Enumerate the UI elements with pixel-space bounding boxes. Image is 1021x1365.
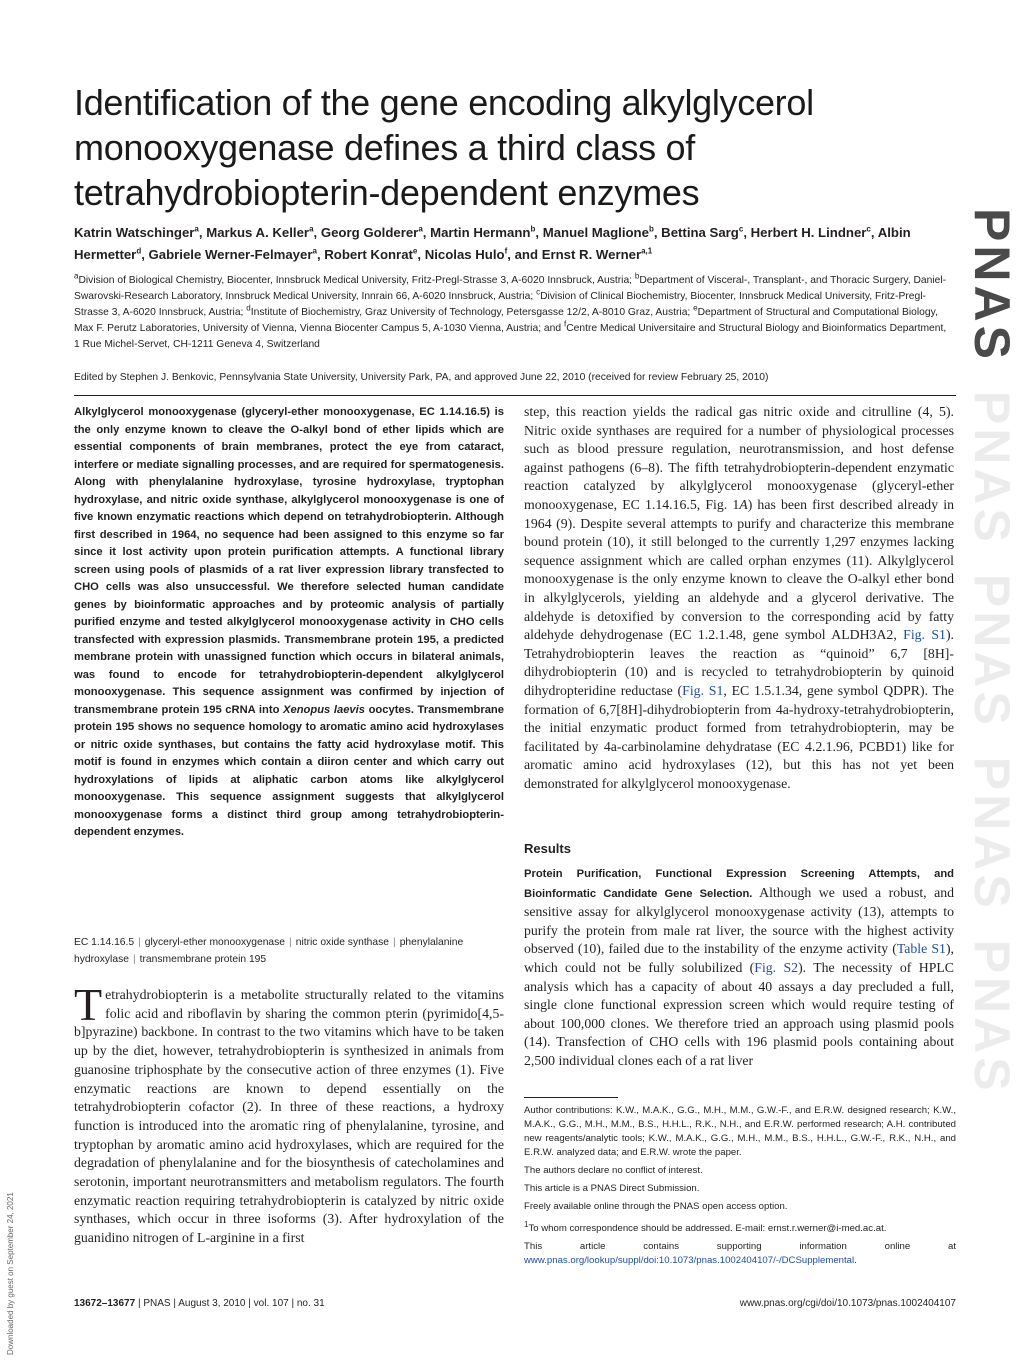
- doi-link[interactable]: www.pnas.org/cgi/doi/10.1073/pnas.1002404107: [739, 1298, 956, 1309]
- abstract-text: Alkylglycerol monooxygenase (glyceryl-ether monooxygenase, EC 1.14.16.5) is the only enzyme known to cleave the O-alkyl bond of ether lipids which are essential components of brain membranes, protect the eye from cataract, interfere or mediate signalling processes, and are required for spermatogenesis. Along with phenylalanine hydroxylase, tyrosine hydroxylase, tryptophan hydroxylase, and nitric oxide synthase, alkylglycerol monooxygenase is one of five known enzymatic reactions which depend on tetrahydrobiopterin. Although first described in 1964, no sequence had been assigned to this enzyme so far since it lost activity upon protein purification attempts. A functional library screen using pools of plasmids of a rat liver expression library transfected to CHO cells was also unsuccessful. We therefore selected human candidate genes by bioinformatic approaches and by proteomic analysis of partially purified enzyme and tested alkylglycerol monooxygenase activity in CHO cells transfected with expression plasmids. Transmembrane protein 195, a predicted membrane protein with unassigned function which occurs in bilateral animals, was found to encode for tetrahydrobiopterin-dependent alkylglycerol monooxygenase. This sequence assignment was confirmed by injection of transmembrane protein 195 cRNA into: [74, 406, 504, 716]
- fig-s1-link[interactable]: Fig. S1: [903, 627, 946, 643]
- body-text: , EC 1.5.1.34, gene symbol QDPR). The formation of 6,7[8H]-dihydrobiopterin from 4a-hydroxy-tetrahydrobiopterin, the initial enzymatic product formed from tetrahydrobiopterin, may be facilitated by 4a-carbinolamine dehydratase (EC 4.2.1.96, PCBD1) like for aromatic amino acid hydroxylases (12), but this has not yet been demonstrated for alkylglycerol monooxygenase.: [524, 682, 954, 791]
- affiliation-text: Department of Structural and Computational Biology, Max F. Perutz Laboratories, University of Vienna, Vienna Biocenter Campus 5, A-1030 Vienna, Austria; and: [74, 307, 938, 334]
- watermark-text: PNAS: [964, 573, 1020, 729]
- issue-number: no. 31: [296, 1298, 325, 1309]
- fig-s1-link[interactable]: Fig. S1: [682, 682, 724, 698]
- author-list: Katrin Watschinger$^a$, Markus A. Keller$^a$, Georg Golderer$^a$, Martin Hermann$^b$, Manuel Maglione$^b$, Bettina Sarg$^c$, Herbert H. Lindner$^c$, Albin Hermetter$^d$, Gabriele Werner-Felmayer$^a$, Robert Konrat$^e$, Nicolas Hulo$^f$, and Ernst R. Werner$^{a,1}$: [74, 224, 911, 262]
- fig-s2-link[interactable]: Fig. S2: [754, 959, 799, 975]
- author-affiliation-mark: a: [309, 224, 314, 234]
- author-name: Manuel Maglione: [542, 225, 649, 240]
- author-affiliation-mark: c: [866, 224, 871, 234]
- keyword-separator: |: [138, 937, 141, 948]
- figure-panel-ref: A: [739, 496, 748, 512]
- keyword: EC 1.14.16.5: [74, 937, 135, 948]
- body-text: Although we used a robust, and sensitive assay for alkylglycerol monooxygenase activity (13), attempts to purify the protein from male rat liver, the source with the highest activity observed (10), failed due to the instability of the enzyme activity (: [524, 884, 954, 957]
- affiliation-text: Division of Biological Chemistry, Biocenter, Innsbruck Medical University, Fritz-Pregl-Strasse 3, A-6020 Innsbruck, Austria;: [78, 275, 633, 286]
- supplement-link[interactable]: www.pnas.org/lookup/suppl/doi:10.1073/pnas.1002404107/-/DCSupplemental: [524, 1255, 855, 1267]
- footnotes: [524, 1104, 956, 1272]
- keyword: phenylalanine hydroxylase: [74, 937, 464, 965]
- footnote-divider: [524, 1097, 618, 1098]
- watermark-text: PNAS: [964, 390, 1020, 546]
- body-text: ), which could not be fully solubilized (: [524, 941, 954, 975]
- body-text: step, this reaction yields the radical gas nitric oxide and citrulline (4, 5). Nitric oxide synthases are required for a number of physiological processes such as blood pressure regulation, neurotransmission, and host defense against pathogens (6–8). The fifth tetrahydrobiopterin-dependent enzymatic reaction catalyzed by alkylglycerol monooxygenase (glyceryl-ether monooxygenase, EC 1.14.16.5, Fig. 1: [524, 404, 954, 512]
- keyword: nitric oxide synthase: [295, 937, 390, 948]
- open-access-note: Freely available online through the PNAS open access option.: [524, 1201, 788, 1212]
- author-affiliation-mark: d: [136, 246, 142, 256]
- affiliation-key: d: [246, 303, 251, 313]
- affiliation-key: a: [74, 271, 79, 281]
- conflict-statement: The authors declare no conflict of interest.: [524, 1165, 703, 1176]
- correspondence-text: To whom correspondence should be addressed. E-mail: ernst.r.werner@i-med.ac.at.: [528, 1223, 887, 1235]
- watermark-text: PNAS: [964, 756, 1020, 912]
- keyword-separator: |: [289, 937, 292, 948]
- affiliation-text: Institute of Biochemistry, Graz University of Technology, Petersgasse 12/2, A-8010 Graz, Austria;: [250, 307, 691, 318]
- affiliation-list: [74, 273, 954, 353]
- author-name: Bettina Sarg: [661, 225, 739, 240]
- author-name: Martin Hermann: [430, 225, 531, 240]
- footer-sep: |: [291, 1298, 295, 1309]
- author-contributions: Author contributions: K.W., M.A.K., G.G., M.H., M.M., G.W.-F., and E.R.W. designed research; K.W., M.A.K., G.G., M.H., M.M., B.S., H.H.L., R.K., N.H., and E.R.W. performed research; A.H. contributed new reagents/analytic tools; K.W., M.A.K., G.G., M.H., M.M., B.S., H.H.L., G.W.-F., R.K., N.H., and E.R.W. analyzed data; and E.R.W. wrote the paper.: [524, 1105, 956, 1158]
- watermark-text: PNAS: [964, 208, 1020, 363]
- affiliation-key: b: [634, 271, 640, 281]
- author-name: Georg Golderer: [320, 225, 419, 240]
- table-s1-link[interactable]: Table S1: [896, 941, 946, 957]
- issue-date: August 3, 2010: [178, 1298, 246, 1309]
- author-name: Markus A. Keller: [206, 225, 310, 240]
- correspondence-note: [524, 1218, 956, 1236]
- results-heading: Results: [524, 841, 571, 856]
- affiliation-key: c: [536, 287, 541, 297]
- intro-continuation: [524, 403, 954, 793]
- author-affiliation-mark: a: [312, 246, 317, 256]
- body-text: ) has been first described already in 1964 (9). Despite several attempts to purify and characterize this membrane bound protein (10), it still belonged to the currently 1,297 enzymes lacking sequence assignment which are called orphan enzymes (11). Alkylglycerol monooxygenase is the only enzyme known to cleave the O-alkyl ether bond in alkylglycerols, yielding an aldehyde and a glycerol derivative. The aldehyde is detoxified by conversion to the corresponding acid by fatty aldehyde dehydrogenase (EC 1.2.1.48, gene symbol ALDH3A2,: [524, 496, 954, 643]
- download-note: Downloaded by guest on September 24, 2021: [6, 1192, 15, 1355]
- footer-sep: |: [248, 1298, 251, 1309]
- author-name: Katrin Watschinger: [74, 225, 195, 240]
- author-name: Robert Konrat: [324, 247, 413, 262]
- author-name: Albin Hermetter: [74, 225, 911, 262]
- author-name: Gabriele Werner-Felmayer: [148, 247, 313, 262]
- body-text: ). The necessity of HPLC analysis which has a capacity of about 40 assays a day precluded a full, single clone functional expression screen which would require testing of about 100,000 clones. We therefore tried an approach using plasmid pools (14). Transfection of CHO cells with 196 plasmid pools containing about 2,500 individual clones each of a rat liver: [524, 959, 955, 1068]
- article-title: Identification of the gene encoding alkylglycerol monooxygenase defines a third class of tetrahydrobiopterin-dependent enzymes: [74, 82, 814, 213]
- header-divider: [74, 395, 956, 396]
- affiliation-text: Division of Clinical Biochemistry, Biocenter, Innsbruck Medical University, Fritz-Pregl-Strasse 3, A-6020 Innsbruck, Austria;: [74, 291, 926, 318]
- journal-name: PNAS: [143, 1298, 171, 1309]
- author-affiliation-mark: f: [504, 246, 508, 256]
- author-affiliation-mark: a: [194, 224, 199, 234]
- page-footer-citation: [74, 1298, 325, 1309]
- author-affiliation-mark: c: [738, 224, 744, 234]
- affiliation-text: Centre Medical Universitaire and Structural Biology and Bioinformatics Department, 1 Rue Michel-Servet, CH-1211 Geneva 4, Switzerland: [74, 323, 947, 350]
- results-subheading: Protein Purification, Functional Expression Screening Attempts, and Bioinformatic Candidate Gene Selection.: [524, 868, 954, 900]
- affiliation-text: Department of Visceral-, Transplant-, and Thoracic Surgery, Daniel-Swarovski-Research Laboratory, Innsbruck Medical University, Innrain 66, A-6020 Innsbruck, Austria;: [74, 275, 947, 302]
- affiliation-key: e: [693, 303, 698, 313]
- keyword-list: [74, 934, 504, 968]
- submission-note: This article is a PNAS Direct Submission.: [524, 1183, 700, 1194]
- author-affiliation-mark: a,1: [641, 246, 653, 256]
- keyword-separator: |: [393, 937, 396, 948]
- author-name: Herbert H. Lindner: [750, 225, 867, 240]
- intro-paragraph: [74, 979, 504, 1248]
- results-paragraph: [524, 864, 954, 1071]
- abstract: [74, 404, 504, 842]
- supporting-text: This article contains supporting information online at: [524, 1241, 956, 1253]
- keyword-separator: |: [132, 954, 136, 965]
- watermark-text: PNAS: [964, 939, 1020, 1095]
- keyword: glyceryl-ether monooxygenase: [144, 937, 286, 948]
- author-name: Nicolas Hulo: [424, 247, 505, 262]
- body-text: ). Tetrahydrobiopterin leaves the reaction as “quinoid” 6,7 [8H]-dihydrobiopterin (10) and is recycled to tetrahydrobiopterin by quinoid dihydropteridine reductase (: [524, 627, 954, 698]
- supporting-info-note: [524, 1240, 956, 1268]
- author-affiliation-mark: e: [412, 246, 418, 256]
- edited-by-line: Edited by Stephen J. Benkovic, Pennsylvania State University, University Park, PA, and approved June 22, 2010 (received for review February 25, 2010): [74, 372, 769, 383]
- affiliation-key: f: [563, 319, 567, 329]
- author-name: Ernst R. Werner: [541, 247, 642, 262]
- author-affiliation-mark: b: [530, 224, 536, 234]
- footnote-mark: 1: [524, 1220, 529, 1229]
- intro-text: etrahydrobiopterin is a metabolite structurally related to the vitamins folic acid and riboflavin by sharing the common pterin (pyrimido[4,5-b]pyrazine) backbone. In contrast to the two vitamins which have to be taken up by the diet, however, tetrahydrobiopterin is synthesized in animals from guanosine triphosphate by the consecutive action of three enzymes (1). Five enzymatic reactions are known to depend essentially on the tetrahydrobiopterin cofactor (2). In three of these reactions, a hydroxy function is introduced into the aromatic ring of phenylalanine, tyrosine, and tryptophan by aromatic amino acid hydroxylases, which are required for the degradation of phenylalanine and for the biosynthesis of catecholamines and serotonin, important neurotransmitters and metabolism regulators. The fourth enzymatic reaction requiring tetrahydrobiopterin is catalyzed by nitric oxide synthases, which occur in three isoforms (3). After hydroxylation of the guanidino nitrogen of L-arginine in a first: [74, 987, 504, 1246]
- abstract-species: Xenopus laevis: [283, 703, 365, 716]
- author-affiliation-mark: b: [648, 224, 654, 234]
- keyword: transmembrane protein 195: [139, 954, 267, 965]
- footer-sep: |: [137, 1298, 141, 1309]
- volume: vol. 107: [253, 1298, 289, 1309]
- pnas-watermark: [964, 208, 1020, 1095]
- page-range: 13672–13677: [74, 1298, 136, 1309]
- author-affiliation-mark: a: [418, 224, 423, 234]
- footer-sep: |: [173, 1298, 176, 1309]
- drop-cap: T: [74, 979, 103, 1030]
- abstract-text: oocytes. Transmembrane protein 195 shows no sequence homology to aromatic amino acid hydroxylases or nitric oxide synthases, but contains the fatty acid hydroxylase motif. This motif is found in enzymes which contain a diiron center and which carry out hydroxylations of lipids at aliphatic carbon atoms like alkylglycerol monooxygenase. This sequence assignment suggests that alkylglycerol monooxygenase forms a distinct third group among tetrahydrobiopterin-dependent enzymes.: [74, 703, 504, 838]
- supporting-text: .: [854, 1255, 857, 1267]
